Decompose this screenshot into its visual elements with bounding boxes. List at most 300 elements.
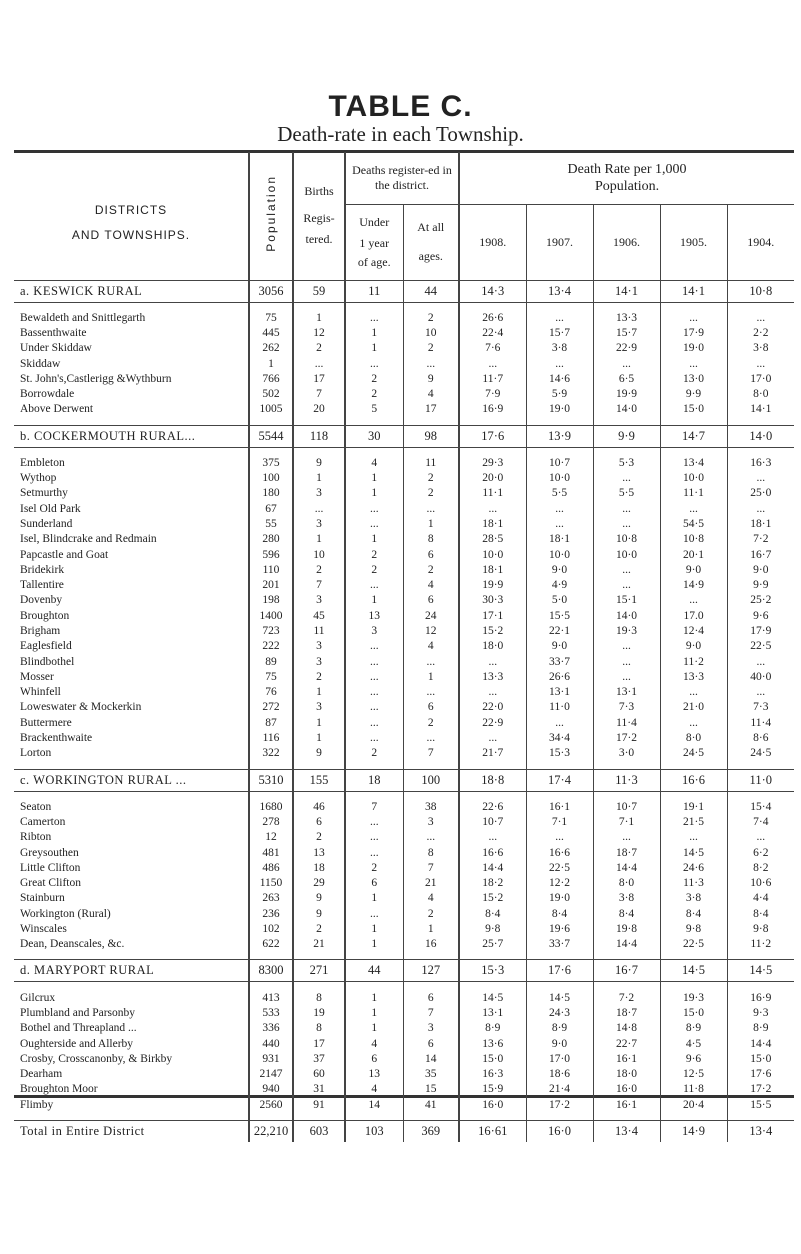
births-cell: 2 — [293, 830, 345, 845]
deaths-all-ages-cell: 21 — [403, 876, 459, 891]
rate-cell: 16·9 — [727, 990, 794, 1005]
death-rate-table — [14, 152, 794, 1142]
rate-cell: 22·5 — [660, 937, 727, 952]
rate-cell: ... — [459, 654, 526, 669]
rate-cell: 14·5 — [660, 960, 727, 982]
table-title: TABLE C. — [328, 90, 473, 123]
deaths-under-one-cell: 2 — [345, 562, 403, 577]
population-header: Population — [249, 152, 293, 280]
deaths-under-one-cell: 2 — [345, 547, 403, 562]
spacer-row — [14, 791, 794, 799]
township-name: Borrowdale — [20, 388, 75, 401]
deaths-under-one-cell: 6 — [345, 876, 403, 891]
deaths-all-ages-cell: 35 — [403, 1066, 459, 1081]
deaths-all-ages-cell: 2 — [403, 715, 459, 730]
deaths-all-ages-cell: 127 — [403, 960, 459, 982]
rate-cell: 13·4 — [727, 1120, 794, 1142]
rate-cell: 15·2 — [459, 623, 526, 638]
township-name: Plumbland and Parsonby — [20, 1006, 135, 1019]
rate-cell: ... — [526, 356, 593, 371]
rate-cell: 3·0 — [593, 746, 660, 761]
births-header: Births Regis- tered. — [293, 152, 345, 280]
township-name: Camerton — [20, 815, 66, 828]
population-cell: 75 — [249, 310, 293, 325]
section-summary-row — [14, 960, 794, 982]
rate-cell: 18·1 — [459, 516, 526, 531]
rate-cell: 13·0 — [660, 371, 727, 386]
population-cell: 5310 — [249, 769, 293, 791]
table-row — [14, 799, 794, 814]
population-cell: 486 — [249, 860, 293, 875]
deaths-all-ages-cell: 15 — [403, 1082, 459, 1097]
rate-cell: 14·4 — [727, 1036, 794, 1051]
rate-cell: 7·6 — [459, 341, 526, 356]
population-cell: 596 — [249, 547, 293, 562]
deaths-under-one-cell: 1 — [345, 1005, 403, 1020]
rate-cell: 28·5 — [459, 532, 526, 547]
births-cell: 1 — [293, 310, 345, 325]
rate-cell: 34·4 — [526, 730, 593, 745]
rate-cell: 4·9 — [526, 577, 593, 592]
deaths-under-one-cell: ... — [345, 715, 403, 730]
deaths-under-one-cell: ... — [345, 845, 403, 860]
rate-cell: ... — [593, 470, 660, 485]
deaths-under-one-cell: 103 — [345, 1120, 403, 1142]
deaths-under-one-cell: ... — [345, 577, 403, 592]
deaths-all-ages-cell: 6 — [403, 593, 459, 608]
rate-cell: 24·5 — [727, 746, 794, 761]
population-cell: 100 — [249, 470, 293, 485]
deaths-under-one-cell: ... — [345, 356, 403, 371]
rate-cell: ... — [727, 830, 794, 845]
rate-cell: ... — [459, 356, 526, 371]
section-summary-row — [14, 425, 794, 447]
rate-cell: ... — [660, 593, 727, 608]
districts-header: DISTRICTS AND TOWNSHIPS. — [71, 202, 191, 242]
township-name: Eaglesfield — [20, 640, 72, 653]
township-name: Bridekirk — [20, 563, 65, 576]
births-cell: 1 — [293, 730, 345, 745]
township-name: Skiddaw — [20, 357, 61, 370]
table-row — [14, 730, 794, 745]
population-cell: 375 — [249, 455, 293, 470]
rate-cell: 15·1 — [593, 593, 660, 608]
rate-cell: 9·9 — [660, 386, 727, 401]
rate-cell: 9·8 — [660, 921, 727, 936]
births-cell: 1 — [293, 532, 345, 547]
births-cell: 155 — [293, 769, 345, 791]
table-row — [14, 562, 794, 577]
year-header-1906: 1906. — [593, 204, 660, 280]
section-summary-row — [14, 769, 794, 791]
births-cell: 3 — [293, 654, 345, 669]
rate-cell: 15·9 — [459, 1082, 526, 1097]
rate-cell: 15·0 — [660, 1005, 727, 1020]
deaths-under-one-cell: 6 — [345, 1051, 403, 1066]
spacer-row — [14, 982, 794, 990]
township-name: Wythop — [20, 472, 57, 485]
rate-cell: 54·5 — [660, 516, 727, 531]
population-cell: 336 — [249, 1021, 293, 1036]
deaths-all-ages-cell: 2 — [403, 562, 459, 577]
table-row — [14, 1082, 794, 1097]
rate-cell: 11·3 — [660, 876, 727, 891]
deaths-under-one-cell: 1 — [345, 325, 403, 340]
births-cell: 91 — [293, 1097, 345, 1112]
population-cell: 1680 — [249, 799, 293, 814]
population-cell: 116 — [249, 730, 293, 745]
rate-cell: 10·8 — [727, 280, 794, 302]
rate-cell: 17·9 — [660, 325, 727, 340]
deaths-all-ages-cell: 7 — [403, 746, 459, 761]
population-cell: 110 — [249, 562, 293, 577]
rate-cell: 12·2 — [526, 876, 593, 891]
births-cell: 13 — [293, 845, 345, 860]
population-cell: 723 — [249, 623, 293, 638]
births-cell: 9 — [293, 906, 345, 921]
rate-cell: 10·0 — [593, 547, 660, 562]
rate-cell: 16·0 — [459, 1097, 526, 1112]
population-cell: 67 — [249, 501, 293, 516]
table-row — [14, 310, 794, 325]
rate-cell: ... — [459, 830, 526, 845]
year-header-1904: 1904. — [727, 204, 794, 280]
rate-cell: 7·9 — [459, 386, 526, 401]
table-row — [14, 402, 794, 417]
population-cell: 89 — [249, 654, 293, 669]
rate-cell: 16·0 — [593, 1082, 660, 1097]
rate-cell: ... — [727, 310, 794, 325]
table-row — [14, 639, 794, 654]
births-cell: 3 — [293, 700, 345, 715]
township-name: Dean, Deanscales, &c. — [20, 938, 125, 951]
rate-cell: 18·6 — [526, 1066, 593, 1081]
township-name: Dearham — [20, 1068, 63, 1081]
township-name: Broughton — [20, 609, 70, 622]
rate-cell: 5·5 — [526, 486, 593, 501]
rate-cell: 19·0 — [526, 891, 593, 906]
births-cell: 17 — [293, 1036, 345, 1051]
deaths-all-ages-cell: 6 — [403, 547, 459, 562]
births-cell: 3 — [293, 486, 345, 501]
deaths-all-ages-cell: 3 — [403, 1021, 459, 1036]
all-ages-header: At all ages. — [403, 204, 459, 280]
rate-cell: 11·0 — [727, 769, 794, 791]
rate-cell: 9·9 — [727, 577, 794, 592]
rate-cell: 8·9 — [526, 1021, 593, 1036]
table-row — [14, 455, 794, 470]
rate-cell: 11·7 — [459, 371, 526, 386]
deaths-all-ages-cell: ... — [403, 830, 459, 845]
township-name: Brigham — [20, 624, 61, 637]
rate-cell: ... — [727, 470, 794, 485]
deaths-under-one-cell: 13 — [345, 1066, 403, 1081]
deaths-all-ages-cell: 2 — [403, 906, 459, 921]
rate-cell: 2·2 — [727, 325, 794, 340]
rate-cell: 16·7 — [727, 547, 794, 562]
deaths-all-ages-cell: ... — [403, 356, 459, 371]
births-cell: 29 — [293, 876, 345, 891]
deaths-all-ages-cell: 4 — [403, 891, 459, 906]
township-name: Mosser — [20, 670, 54, 683]
table-row — [14, 830, 794, 845]
rate-cell: 25·7 — [459, 937, 526, 952]
rate-cell: 9·0 — [526, 1036, 593, 1051]
township-name: Buttermere — [20, 716, 72, 729]
births-cell: 11 — [293, 623, 345, 638]
rate-cell: 19·3 — [660, 990, 727, 1005]
rate-cell: 18·8 — [459, 769, 526, 791]
deaths-all-ages-cell: 38 — [403, 799, 459, 814]
township-name: Above Derwent — [20, 403, 94, 416]
table-row — [14, 547, 794, 562]
deaths-all-ages-cell: 7 — [403, 1005, 459, 1020]
rate-cell: 8·4 — [526, 906, 593, 921]
rate-cell: 9·8 — [459, 921, 526, 936]
deaths-all-ages-cell: 369 — [403, 1120, 459, 1142]
deaths-all-ages-cell: 98 — [403, 425, 459, 447]
deaths-all-ages-cell: 1 — [403, 516, 459, 531]
rate-cell: ... — [526, 501, 593, 516]
rate-cell: ... — [593, 577, 660, 592]
population-cell: 262 — [249, 341, 293, 356]
population-cell: 2147 — [249, 1066, 293, 1081]
deaths-under-one-cell: 30 — [345, 425, 403, 447]
births-cell: 59 — [293, 280, 345, 302]
rate-cell: 9·0 — [526, 562, 593, 577]
births-cell: 37 — [293, 1051, 345, 1066]
township-name: Dovenby — [20, 594, 63, 607]
deaths-under-one-cell: ... — [345, 669, 403, 684]
rate-cell: 13·9 — [526, 425, 593, 447]
population-cell: 201 — [249, 577, 293, 592]
deaths-all-ages-cell: 6 — [403, 990, 459, 1005]
deaths-under-one-cell: 44 — [345, 960, 403, 982]
rate-cell: 18·2 — [459, 876, 526, 891]
rate-cell: 20·1 — [660, 547, 727, 562]
township-name: Greysouthen — [20, 846, 79, 859]
township-name: Winscales — [20, 923, 67, 936]
population-cell: 622 — [249, 937, 293, 952]
population-cell: 198 — [249, 593, 293, 608]
rate-cell: 13·1 — [526, 685, 593, 700]
rate-cell: 9·0 — [660, 639, 727, 654]
rate-cell: 24·5 — [660, 746, 727, 761]
rate-cell: 14·1 — [660, 280, 727, 302]
deaths-under-one-cell: 14 — [345, 1097, 403, 1112]
rate-cell: ... — [593, 516, 660, 531]
births-cell: 7 — [293, 386, 345, 401]
population-cell: 87 — [249, 715, 293, 730]
deaths-under-one-cell: 1 — [345, 486, 403, 501]
rate-cell: 14·1 — [593, 280, 660, 302]
township-name: Bassenthwaite — [20, 326, 87, 339]
births-cell: 3 — [293, 593, 345, 608]
rate-cell: 19·1 — [660, 799, 727, 814]
township-name: Loweswater & Mockerkin — [20, 701, 142, 714]
rate-cell: 19·8 — [593, 921, 660, 936]
deaths-all-ages-cell: 4 — [403, 577, 459, 592]
births-cell: 9 — [293, 891, 345, 906]
rate-cell: ... — [660, 310, 727, 325]
rate-cell: 9·6 — [727, 608, 794, 623]
rate-cell: 8·6 — [727, 730, 794, 745]
rate-cell: 14·1 — [727, 402, 794, 417]
population-cell: 481 — [249, 845, 293, 860]
rate-cell: 17·4 — [526, 769, 593, 791]
rate-cell: 19·0 — [660, 341, 727, 356]
table-row — [14, 371, 794, 386]
deaths-under-one-cell: 1 — [345, 470, 403, 485]
population-cell: 1150 — [249, 876, 293, 891]
rate-cell: 4·5 — [660, 1036, 727, 1051]
births-cell: 1 — [293, 470, 345, 485]
rate-cell: 10·0 — [526, 470, 593, 485]
births-cell: 10 — [293, 547, 345, 562]
rate-cell: 19·6 — [526, 921, 593, 936]
deaths-all-ages-cell: ... — [403, 501, 459, 516]
deaths-all-ages-cell: 4 — [403, 639, 459, 654]
rate-cell: 15·3 — [526, 746, 593, 761]
rate-cell: 19·3 — [593, 623, 660, 638]
township-name: d. MARYPORT RURAL — [14, 960, 249, 982]
births-cell: 603 — [293, 1120, 345, 1142]
rate-cell: 4·4 — [727, 891, 794, 906]
rate-cell: 14·0 — [593, 402, 660, 417]
table-row — [14, 891, 794, 906]
rate-cell: 19·9 — [459, 577, 526, 592]
deaths-under-one-cell: 18 — [345, 769, 403, 791]
rate-cell: 11·1 — [660, 486, 727, 501]
rate-cell: 25·2 — [727, 593, 794, 608]
deaths-under-one-cell: 4 — [345, 455, 403, 470]
township-name: Total in Entire District — [14, 1120, 249, 1142]
rate-cell: 15·5 — [526, 608, 593, 623]
rate-cell: 11·3 — [593, 769, 660, 791]
rate-cell: 16·7 — [593, 960, 660, 982]
deaths-all-ages-cell: 6 — [403, 1036, 459, 1051]
births-cell: 1 — [293, 685, 345, 700]
rate-cell: 30·3 — [459, 593, 526, 608]
rate-cell: 6·2 — [727, 845, 794, 860]
rate-cell: 18·1 — [459, 562, 526, 577]
year-header-1908: 1908. — [459, 204, 526, 280]
rate-cell: ... — [660, 830, 727, 845]
rate-cell: 14·8 — [593, 1021, 660, 1036]
table-row — [14, 501, 794, 516]
rate-cell: 10·7 — [593, 799, 660, 814]
deaths-under-one-cell: 5 — [345, 402, 403, 417]
table-row — [14, 669, 794, 684]
rate-cell: 20·4 — [660, 1097, 727, 1112]
rate-cell: 14·6 — [526, 371, 593, 386]
rate-cell: 14·9 — [660, 1120, 727, 1142]
rate-cell: 22·5 — [727, 639, 794, 654]
births-cell: 60 — [293, 1066, 345, 1081]
rate-cell: 10·7 — [526, 455, 593, 470]
deaths-all-ages-cell: ... — [403, 685, 459, 700]
rate-cell: ... — [526, 310, 593, 325]
rate-cell: 26·6 — [526, 669, 593, 684]
rate-cell: 21·7 — [459, 746, 526, 761]
deaths-all-ages-cell: 10 — [403, 325, 459, 340]
deaths-under-one-cell: ... — [345, 685, 403, 700]
rate-cell: 13·3 — [660, 669, 727, 684]
rate-cell: 10·8 — [660, 532, 727, 547]
rate-cell: ... — [526, 715, 593, 730]
rate-cell: 18·1 — [526, 532, 593, 547]
rate-cell: 8·0 — [660, 730, 727, 745]
rate-cell: 7·1 — [526, 814, 593, 829]
table-row — [14, 623, 794, 638]
deaths-under-one-cell: 1 — [345, 532, 403, 547]
population-cell: 766 — [249, 371, 293, 386]
rate-cell: 10·0 — [660, 470, 727, 485]
rate-cell: 13·6 — [459, 1036, 526, 1051]
rate-cell: ... — [727, 356, 794, 371]
table-row — [14, 814, 794, 829]
rate-cell: ... — [593, 830, 660, 845]
deaths-all-ages-cell: 9 — [403, 371, 459, 386]
rate-cell: 17·9 — [727, 623, 794, 638]
rate-cell: 18·0 — [459, 639, 526, 654]
rate-cell: 17·0 — [727, 371, 794, 386]
births-cell: 3 — [293, 516, 345, 531]
rate-cell: 9·0 — [660, 562, 727, 577]
rate-cell: 8·9 — [727, 1021, 794, 1036]
deaths-all-ages-cell: 8 — [403, 532, 459, 547]
deaths-all-ages-cell: 6 — [403, 700, 459, 715]
deaths-under-one-cell: 1 — [345, 341, 403, 356]
table-subtitle: Death-rate in each Township. — [277, 122, 524, 146]
rate-cell: 15·0 — [660, 402, 727, 417]
table-row — [14, 700, 794, 715]
births-cell: 45 — [293, 608, 345, 623]
death-rate-header: Death Rate per 1,000 Population. — [459, 152, 794, 204]
rate-cell: 16·0 — [526, 1120, 593, 1142]
rate-cell: 6·5 — [593, 371, 660, 386]
population-cell: 272 — [249, 700, 293, 715]
rate-cell: ... — [459, 730, 526, 745]
population-cell: 502 — [249, 386, 293, 401]
table-row — [14, 532, 794, 547]
township-name: Isel, Blindcrake and Redmain — [20, 533, 157, 546]
township-name: Papcastle and Goat — [20, 548, 109, 561]
township-name: Little Clifton — [20, 861, 81, 874]
township-name: Bothel and Threapland ... — [20, 1022, 137, 1035]
township-name: Brackenthwaite — [20, 732, 93, 745]
births-cell: ... — [293, 501, 345, 516]
rate-cell: 8·0 — [593, 876, 660, 891]
spacer-row — [14, 302, 794, 310]
rate-cell: ... — [593, 562, 660, 577]
deaths-under-one-cell: ... — [345, 310, 403, 325]
table-row — [14, 746, 794, 761]
township-name: Ribton — [20, 831, 52, 844]
deaths-all-ages-cell: ... — [403, 730, 459, 745]
births-cell: 31 — [293, 1082, 345, 1097]
rate-cell: 3·8 — [660, 891, 727, 906]
spacer-row — [14, 1112, 794, 1120]
rate-cell: 17·2 — [526, 1097, 593, 1112]
deaths-all-ages-cell: 3 — [403, 814, 459, 829]
births-cell: 46 — [293, 799, 345, 814]
rate-cell: 21·5 — [660, 814, 727, 829]
township-name: Whinfell — [20, 686, 61, 699]
rate-cell: 14·7 — [660, 425, 727, 447]
rate-cell: ... — [526, 516, 593, 531]
births-cell: 9 — [293, 455, 345, 470]
